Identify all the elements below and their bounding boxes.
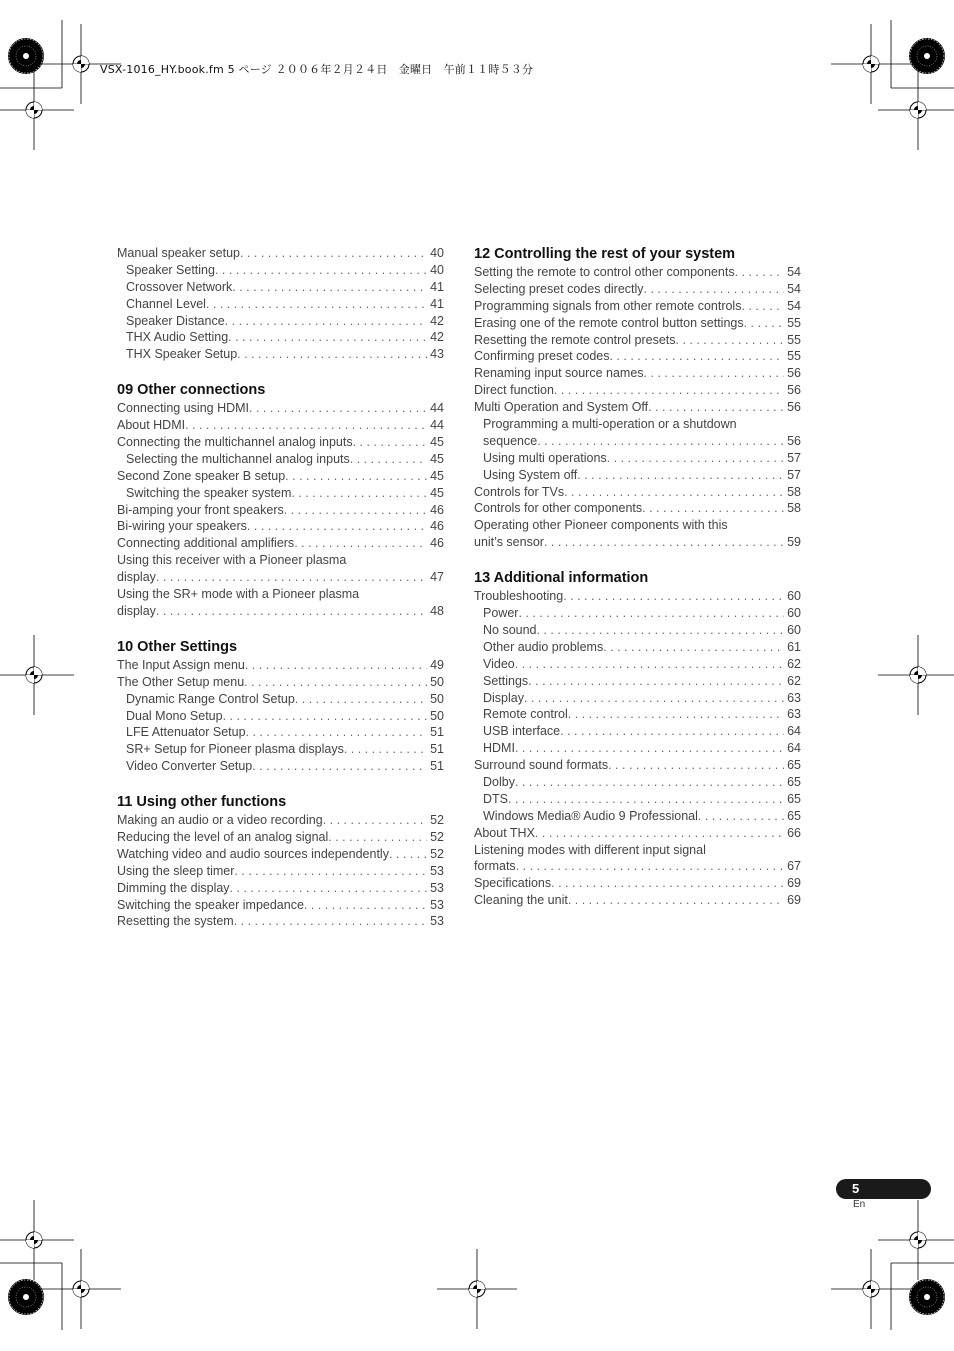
mid-left-marks xyxy=(0,635,74,715)
toc-entry[interactable] xyxy=(474,875,801,892)
toc-entry-label: Channel Level xyxy=(126,296,206,311)
toc-entry-label: Using System off xyxy=(483,467,578,482)
toc-entry[interactable] xyxy=(474,281,801,298)
dot-leader xyxy=(537,433,784,450)
dot-leader xyxy=(228,329,427,346)
toc-entry-label: Video xyxy=(483,656,515,671)
mid-right-marks xyxy=(878,635,954,715)
toc-entry-label: Resetting the system xyxy=(117,914,234,929)
toc-entry-label: unit’s sensor xyxy=(474,535,544,550)
toc-entry[interactable] xyxy=(117,812,444,829)
dot-leader xyxy=(234,863,427,880)
toc-entry-label: Renaming input source names xyxy=(474,366,644,381)
toc-entry-label: About HDMI xyxy=(117,418,186,433)
toc-entry[interactable] xyxy=(117,758,444,775)
dot-leader xyxy=(215,262,427,279)
toc-entry-page: 50 xyxy=(430,708,444,723)
toc-entry-page: 52 xyxy=(430,829,444,844)
toc-entry[interactable] xyxy=(117,518,444,535)
toc-entry[interactable] xyxy=(474,605,801,622)
toc-entry[interactable] xyxy=(474,740,801,757)
toc-entry-page: 46 xyxy=(430,536,444,551)
print-file-header: VSX-1016_HY.book.fm 5 ページ ２００６年２月２４日 金曜日 午前１１時５３分 xyxy=(100,63,534,76)
toc-entry-label: display xyxy=(117,603,156,618)
toc-section-title[interactable]: 10 Other Settings xyxy=(117,638,238,655)
toc-entry-page: 40 xyxy=(430,262,444,277)
toc-entry-page: 49 xyxy=(430,657,444,672)
toc-entry-label: THX Speaker Setup xyxy=(126,347,238,362)
dot-leader xyxy=(323,812,427,829)
dot-leader xyxy=(644,281,784,298)
toc-entry-label: Settings xyxy=(483,673,529,688)
toc-entry-label: Dolby xyxy=(483,774,515,789)
toc-entry[interactable] xyxy=(117,829,444,846)
toc-entry-page: 41 xyxy=(430,296,444,311)
toc-entry-label: Multi Operation and System Off xyxy=(474,400,649,415)
toc-entry[interactable] xyxy=(117,245,444,262)
toc-entry-label: Surround sound formats xyxy=(474,758,609,773)
toc-entry-page: 62 xyxy=(787,673,801,688)
toc-entry-page: 65 xyxy=(787,774,801,789)
toc-entry-page: 50 xyxy=(430,674,444,689)
toc-entry-page: 45 xyxy=(430,435,444,449)
dot-leader xyxy=(285,468,427,485)
toc-entry[interactable] xyxy=(117,262,444,279)
toc-entry[interactable] xyxy=(474,365,801,382)
toc-entry[interactable] xyxy=(474,757,801,774)
dot-leader xyxy=(225,313,427,330)
dot-leader xyxy=(237,346,427,363)
toc-entry-page: 51 xyxy=(430,725,444,740)
dot-leader xyxy=(245,657,427,674)
toc-entry-label: Bi-wiring your speakers xyxy=(117,519,247,534)
toc-entry[interactable] xyxy=(474,450,801,467)
toc-entry[interactable] xyxy=(474,723,801,740)
toc-entry-label: Video Converter Setup xyxy=(126,759,253,774)
dot-leader xyxy=(295,691,427,708)
toc-entry-page: 58 xyxy=(787,484,801,499)
toc-entry-page: 48 xyxy=(430,603,444,618)
toc-entry-label: Crossover Network xyxy=(126,279,233,294)
toc-entry[interactable] xyxy=(474,690,801,707)
toc-entry[interactable] xyxy=(117,296,444,313)
toc-entry[interactable] xyxy=(117,434,444,451)
dot-leader xyxy=(609,348,784,365)
toc-entry-label: DTS xyxy=(483,791,508,806)
toc-entry-label: Windows Media® Audio 9 Professional xyxy=(483,808,698,823)
page-number: 5 xyxy=(852,1181,860,1196)
toc-entry-page: 66 xyxy=(787,825,801,840)
toc-entry-page: 62 xyxy=(787,656,801,671)
dot-leader xyxy=(328,829,427,846)
dot-leader xyxy=(568,706,784,723)
toc-entry[interactable] xyxy=(474,774,801,791)
toc-entry-label: Connecting additional amplifiers xyxy=(117,536,295,551)
dot-leader xyxy=(544,534,784,551)
dot-leader xyxy=(642,500,784,517)
dot-leader xyxy=(698,808,784,825)
toc-entry-label: Troubleshooting xyxy=(474,589,564,604)
dot-leader xyxy=(515,656,784,673)
toc-entry-label: Selecting preset codes directly xyxy=(474,281,644,296)
toc-entry-page: 55 xyxy=(787,332,801,347)
toc-entry-page: 60 xyxy=(787,589,801,604)
toc-entry-page: 63 xyxy=(787,690,801,705)
toc-entry-label: Dual Mono Setup xyxy=(126,708,223,723)
toc-entry-label: Using multi operations xyxy=(483,450,607,465)
toc-entry-label-line1: Operating other Pioneer components with this xyxy=(474,518,728,533)
dot-leader xyxy=(515,774,784,791)
toc-entry[interactable] xyxy=(117,603,444,620)
toc-entry-page: 47 xyxy=(430,570,444,585)
toc-entry-page: 56 xyxy=(787,433,801,448)
toc-entry-label-line1: Listening modes with different input signal xyxy=(474,842,706,857)
dot-leader xyxy=(644,365,784,382)
toc-entry-label: Bi-amping your front speakers xyxy=(117,502,284,517)
toc-entry-page: 52 xyxy=(430,846,444,861)
toc-entry-label-line1: Using the SR+ mode with a Pioneer plasma xyxy=(117,587,360,602)
toc-entry[interactable] xyxy=(474,639,801,656)
bottom-left-marks xyxy=(0,1200,121,1330)
dot-leader xyxy=(551,875,784,892)
toc-entry[interactable] xyxy=(474,858,801,875)
toc-entry-label: Specifications xyxy=(474,876,552,891)
toc-entry-label: Resetting the remote control presets xyxy=(474,332,676,347)
toc-entry-label-line1: Programming a multi-operation or a shutdown xyxy=(483,417,737,432)
toc-entry-label: About THX xyxy=(474,825,535,840)
toc-entry-page: 54 xyxy=(787,264,801,279)
toc-entry-page: 52 xyxy=(430,813,444,828)
toc-entry-page: 53 xyxy=(430,863,444,878)
dot-leader xyxy=(535,825,784,842)
toc-entry-label: Connecting the multichannel analog inputs xyxy=(117,435,353,449)
toc-entry-page: 45 xyxy=(430,451,444,466)
dot-leader xyxy=(249,400,427,417)
toc-entry-label: Making an audio or a video recording xyxy=(117,813,323,828)
dot-leader xyxy=(676,332,785,349)
toc-entry-page: 46 xyxy=(430,519,444,534)
dot-leader xyxy=(234,913,427,930)
section-gap xyxy=(474,551,801,569)
section-gap xyxy=(117,775,444,793)
dot-leader xyxy=(518,605,784,622)
toc-entry-label: Controls for TVs xyxy=(474,484,565,499)
toc-entry-page: 61 xyxy=(787,639,801,654)
toc-entry-label: Controls for other components xyxy=(474,501,643,516)
top-left-marks xyxy=(0,20,121,150)
toc-entry[interactable] xyxy=(117,502,444,519)
toc-entry[interactable] xyxy=(117,674,444,691)
toc-entry-page: 54 xyxy=(787,281,801,296)
toc-entry-label: No sound xyxy=(483,622,537,637)
toc-entry-page: 51 xyxy=(430,759,444,774)
toc-entry-page: 65 xyxy=(787,758,801,773)
toc-entry[interactable] xyxy=(474,500,801,517)
toc-entry-page: 54 xyxy=(787,298,801,313)
toc-entry-page: 64 xyxy=(787,741,801,756)
toc-entry-page: 56 xyxy=(787,366,801,381)
toc-entry-page: 42 xyxy=(430,330,444,345)
toc-entry[interactable] xyxy=(117,846,444,863)
dot-leader xyxy=(344,741,427,758)
toc-entry-label: sequence xyxy=(483,433,538,448)
toc-entry-label: Remote control xyxy=(483,707,568,722)
toc-entry[interactable] xyxy=(117,880,444,897)
toc-entry[interactable] xyxy=(117,691,444,708)
toc-entry[interactable] xyxy=(474,656,801,673)
dot-leader xyxy=(648,399,784,416)
dot-leader xyxy=(240,245,427,262)
toc-entry-page: 64 xyxy=(787,724,801,739)
dot-leader xyxy=(244,674,427,691)
toc-entry-page: 45 xyxy=(430,485,444,500)
toc-entry-label: Power xyxy=(483,606,519,621)
dot-leader xyxy=(564,484,784,501)
toc-entry[interactable] xyxy=(474,315,801,332)
dot-leader xyxy=(156,569,427,586)
toc-entry-label: Using the sleep timer xyxy=(117,863,235,878)
dot-leader xyxy=(185,417,427,434)
dot-leader xyxy=(607,450,784,467)
toc-entry-page: 44 xyxy=(430,401,444,416)
toc-entry-label: Speaker Distance xyxy=(126,313,225,328)
dot-leader xyxy=(252,758,427,775)
dot-leader xyxy=(515,740,784,757)
toc-section-title[interactable]: 13 Additional information xyxy=(474,570,649,587)
dot-leader xyxy=(516,858,784,875)
toc-entry[interactable] xyxy=(117,400,444,417)
toc-section-title[interactable]: 11 Using other functions xyxy=(117,794,287,811)
toc-entry-page: 46 xyxy=(430,502,444,517)
toc-entry-page: 50 xyxy=(430,691,444,706)
toc-entry-page: 57 xyxy=(787,450,801,465)
toc-entry-label: Selecting the multichannel analog inputs xyxy=(126,451,350,466)
toc-entry[interactable] xyxy=(117,468,444,485)
dot-leader xyxy=(232,279,427,296)
toc-entry-page: 45 xyxy=(430,468,444,483)
toc-entry-page: 67 xyxy=(787,859,801,874)
dot-leader xyxy=(537,622,784,639)
toc-entry-page: 65 xyxy=(787,808,801,823)
dot-leader xyxy=(284,502,427,519)
toc-entry-label: Setting the remote to control other components xyxy=(474,264,735,279)
toc-entry[interactable] xyxy=(117,897,444,914)
toc-entry-label: Confirming preset codes xyxy=(474,349,610,364)
toc-entry-label: display xyxy=(117,570,156,585)
toc-entry-label: Speaker Setting xyxy=(126,262,215,277)
dot-leader xyxy=(304,897,427,914)
toc-entry[interactable] xyxy=(474,264,801,281)
dot-leader xyxy=(206,296,427,313)
toc-entry-page: 53 xyxy=(430,914,444,929)
toc-entry[interactable] xyxy=(117,913,444,930)
toc-entry-label: Other audio problems xyxy=(483,639,604,654)
toc-entry-label: Switching the speaker impedance xyxy=(117,897,304,912)
toc-entry[interactable] xyxy=(474,588,801,605)
toc-entry[interactable] xyxy=(474,808,801,825)
toc-entry[interactable] xyxy=(474,484,801,501)
toc-entry[interactable] xyxy=(474,332,801,349)
toc-entry[interactable] xyxy=(117,741,444,758)
dot-leader xyxy=(247,518,427,535)
toc-entry[interactable] xyxy=(474,892,801,909)
dot-leader xyxy=(508,791,784,808)
dot-leader xyxy=(353,434,427,451)
toc-entry-page: 43 xyxy=(430,347,444,362)
toc-entry-label: Programming signals from other remote controls xyxy=(474,298,742,313)
toc-entry-page: 59 xyxy=(787,535,801,550)
toc-entry[interactable] xyxy=(117,279,444,296)
toc-entry-page: 56 xyxy=(787,400,801,415)
toc-entry-page: 56 xyxy=(787,383,801,398)
toc-entry[interactable] xyxy=(117,313,444,330)
toc-entry-page: 58 xyxy=(787,501,801,516)
toc-entry[interactable] xyxy=(117,535,444,552)
toc-intro-list xyxy=(117,245,444,363)
toc-entry-label: THX Audio Setting xyxy=(126,330,229,345)
toc-entry-label: USB interface xyxy=(483,724,561,739)
toc-entry[interactable] xyxy=(474,825,801,842)
section-gap xyxy=(117,363,444,381)
dot-leader xyxy=(741,298,784,315)
toc-section-title[interactable]: 12 Controlling the rest of your system xyxy=(474,246,736,262)
dot-leader xyxy=(389,846,427,863)
toc-entry-page: 40 xyxy=(430,245,444,260)
toc-entry[interactable] xyxy=(474,298,801,315)
toc-entry-label: Erasing one of the remote control button settings xyxy=(474,315,744,330)
dot-leader xyxy=(560,723,784,740)
toc-entry[interactable] xyxy=(117,329,444,346)
toc-entry[interactable] xyxy=(117,569,444,586)
toc-entry-page: 55 xyxy=(787,349,801,364)
dot-leader xyxy=(744,315,784,332)
toc-right-column xyxy=(474,245,801,909)
toc-entry-page: 63 xyxy=(787,707,801,722)
toc-entry-page: 69 xyxy=(787,893,801,908)
dot-leader xyxy=(350,451,427,468)
dot-leader xyxy=(230,880,427,897)
top-right-marks xyxy=(831,20,954,150)
dot-leader xyxy=(568,892,784,909)
toc-entry[interactable] xyxy=(117,708,444,725)
toc-entry-page: 51 xyxy=(430,742,444,757)
toc-entry[interactable] xyxy=(474,791,801,808)
toc-entry[interactable] xyxy=(117,863,444,880)
dot-leader xyxy=(563,588,784,605)
toc-left-sections xyxy=(117,363,444,930)
toc-entry[interactable] xyxy=(474,433,801,450)
toc-entry[interactable] xyxy=(117,485,444,502)
toc-entry[interactable] xyxy=(474,706,801,723)
toc-entry-label: The Other Setup menu xyxy=(117,674,245,689)
toc-section-title[interactable]: 09 Other connections xyxy=(117,382,266,399)
toc-entry-label: Watching video and audio sources independently xyxy=(117,846,389,861)
dot-leader xyxy=(246,724,427,741)
toc-entry-label: Display xyxy=(483,690,524,705)
page-number-badge xyxy=(836,1179,931,1199)
toc-entry[interactable] xyxy=(474,348,801,365)
toc-entry[interactable] xyxy=(117,451,444,468)
toc-entry-page: 69 xyxy=(787,876,801,891)
toc-entry-label: The Input Assign menu xyxy=(117,657,245,672)
toc-entry[interactable] xyxy=(474,534,801,551)
dot-leader xyxy=(291,485,427,502)
bottom-center-marks xyxy=(437,1249,517,1329)
bottom-right-marks xyxy=(831,1200,954,1330)
toc-entry[interactable] xyxy=(117,657,444,674)
toc-right-sections xyxy=(474,245,801,909)
toc-entry-label: Dimming the display xyxy=(117,880,230,895)
dot-leader xyxy=(577,467,784,484)
toc-entry-page: 53 xyxy=(430,897,444,912)
section-gap xyxy=(117,620,444,638)
toc-entry[interactable] xyxy=(474,399,801,416)
dot-leader xyxy=(608,757,784,774)
dot-leader xyxy=(294,535,427,552)
dot-leader xyxy=(735,264,784,281)
toc-entry-page: 44 xyxy=(430,418,444,433)
toc-entry-label: formats xyxy=(474,859,516,874)
toc-entry-label: Switching the speaker system xyxy=(126,485,292,500)
toc-entry-page: 42 xyxy=(430,313,444,328)
toc-entry-label: Manual speaker setup xyxy=(117,245,240,260)
dot-leader xyxy=(554,382,784,399)
toc-entry-page: 65 xyxy=(787,791,801,806)
dot-leader xyxy=(524,690,784,707)
toc-entry-label: Cleaning the unit xyxy=(474,893,568,908)
dot-leader xyxy=(528,673,784,690)
toc-entry[interactable] xyxy=(117,346,444,363)
toc-entry-page: 53 xyxy=(430,880,444,895)
toc-entry-label: Second Zone speaker B setup xyxy=(117,468,286,483)
toc-entry-label: SR+ Setup for Pioneer plasma displays xyxy=(126,742,344,757)
toc-left-column xyxy=(117,245,444,930)
toc-entry-label: LFE Attenuator Setup xyxy=(126,725,246,740)
toc-entry-page: 57 xyxy=(787,467,801,482)
toc-entry-page: 55 xyxy=(787,315,801,330)
page-language: En xyxy=(853,1199,866,1210)
toc-entry[interactable] xyxy=(117,417,444,434)
toc-entry-label: Dynamic Range Control Setup xyxy=(126,691,295,706)
toc-entry[interactable] xyxy=(474,382,801,399)
toc-entry-label: Connecting using HDMI xyxy=(117,401,250,416)
dot-leader xyxy=(603,639,784,656)
toc-entry-page: 41 xyxy=(430,279,444,294)
toc-entry-label: HDMI xyxy=(483,741,515,756)
dot-leader xyxy=(156,603,427,620)
toc-entry[interactable] xyxy=(474,622,801,639)
toc-entry[interactable] xyxy=(117,724,444,741)
dot-leader xyxy=(223,708,427,725)
toc-entry-label: Reducing the level of an analog signal xyxy=(117,829,329,844)
toc-entry-label: Direct function xyxy=(474,383,554,398)
toc-entry[interactable] xyxy=(474,467,801,484)
toc-entry[interactable] xyxy=(474,673,801,690)
toc-entry-page: 60 xyxy=(787,622,801,637)
toc-entry-label-line1: Using this receiver with a Pioneer plasma xyxy=(117,553,347,568)
toc-entry-page: 60 xyxy=(787,606,801,621)
